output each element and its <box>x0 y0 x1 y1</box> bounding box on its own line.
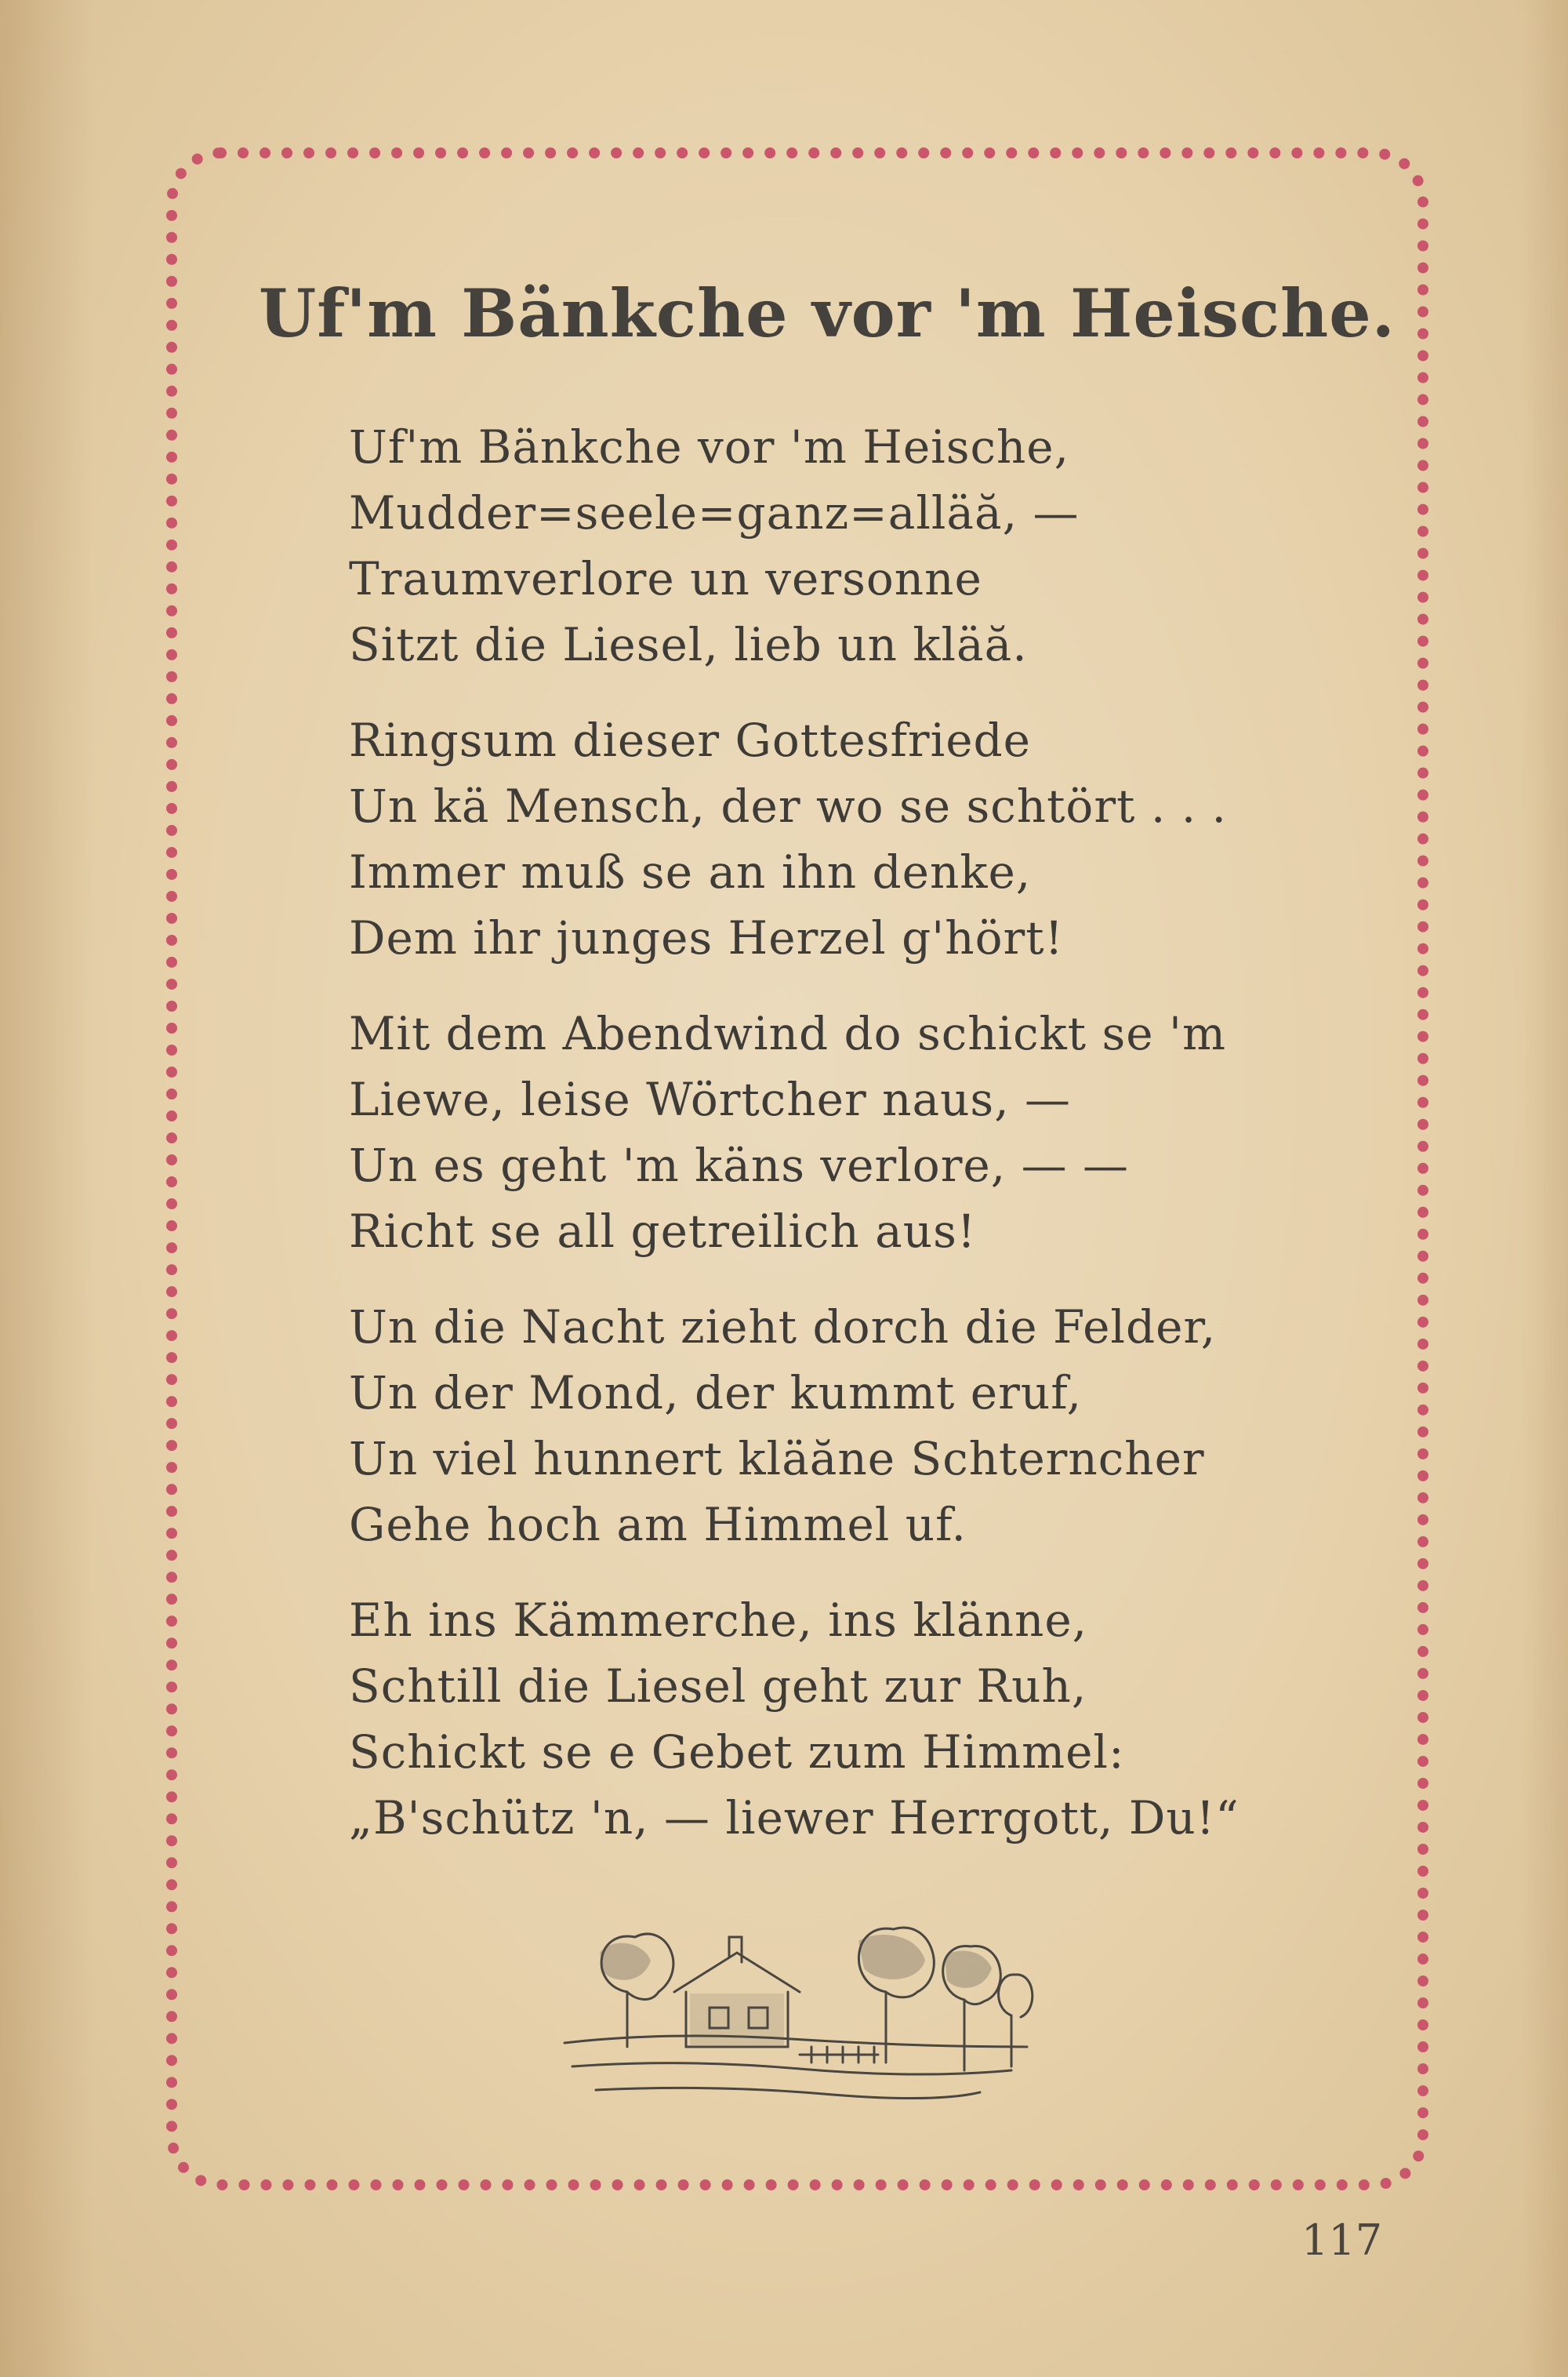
poem-title: Uf'm Bänkche vor 'm Heische. <box>259 274 1396 352</box>
poem-line: Schtill die Liesel geht zur Ruh, <box>349 1659 1087 1713</box>
poem-line: „B'schütz 'n, — liewer Herrgott, Du!“ <box>349 1791 1240 1845</box>
poem-line: Mudder=seele=ganz=alläă, — <box>349 486 1080 540</box>
page-number: 117 <box>1301 2215 1383 2265</box>
poem-line: Un viel hunnert kläăne Schterncher <box>349 1432 1205 1485</box>
stanza-1 <box>349 414 1329 678</box>
poem-line: Un kä Mensch, der wo se schtört . . . <box>349 780 1227 833</box>
poem-body <box>349 414 1329 1881</box>
poem-line: Un der Mond, der kummt eruf, <box>349 1366 1083 1419</box>
stanza-3 <box>349 1001 1329 1264</box>
poem-line: Mit dem Abendwind do schickt se 'm <box>349 1007 1226 1060</box>
poem-line: Richt se all getreilich aus! <box>349 1205 977 1258</box>
poem-line: Un es geht 'm käns verlore, — — <box>349 1139 1130 1192</box>
poem-line: Schickt se e Gebet zum Himmel: <box>349 1725 1125 1779</box>
poem-line: Un die Nacht zieht dorch die Felder, <box>349 1300 1217 1354</box>
stanza-5 <box>349 1587 1329 1851</box>
page-shadow-right <box>1521 0 1568 2377</box>
page-shadow-left <box>0 0 94 2377</box>
poem-line: Sitzt die Liesel, lieb un kläă. <box>349 618 1028 671</box>
poem-line: Eh ins Kämmerche, ins klänne, <box>349 1594 1088 1647</box>
stanza-4 <box>349 1294 1329 1557</box>
poem-line: Immer muß se an ihn denke, <box>349 845 1032 899</box>
poem-line: Liewe, leise Wörtcher naus, — <box>349 1073 1072 1126</box>
stanza-2 <box>349 707 1329 971</box>
village-landscape-icon <box>541 1874 1043 2110</box>
poem-line: Traumverlore un versonne <box>349 552 982 605</box>
poem-line: Gehe hoch am Himmel uf. <box>349 1498 967 1551</box>
poem-line: Ringsum dieser Gottesfriede <box>349 714 1031 767</box>
poem-line: Dem ihr junges Herzel g'hört! <box>349 911 1064 965</box>
poem-line: Uf'm Bänkche vor 'm Heische, <box>349 420 1070 474</box>
